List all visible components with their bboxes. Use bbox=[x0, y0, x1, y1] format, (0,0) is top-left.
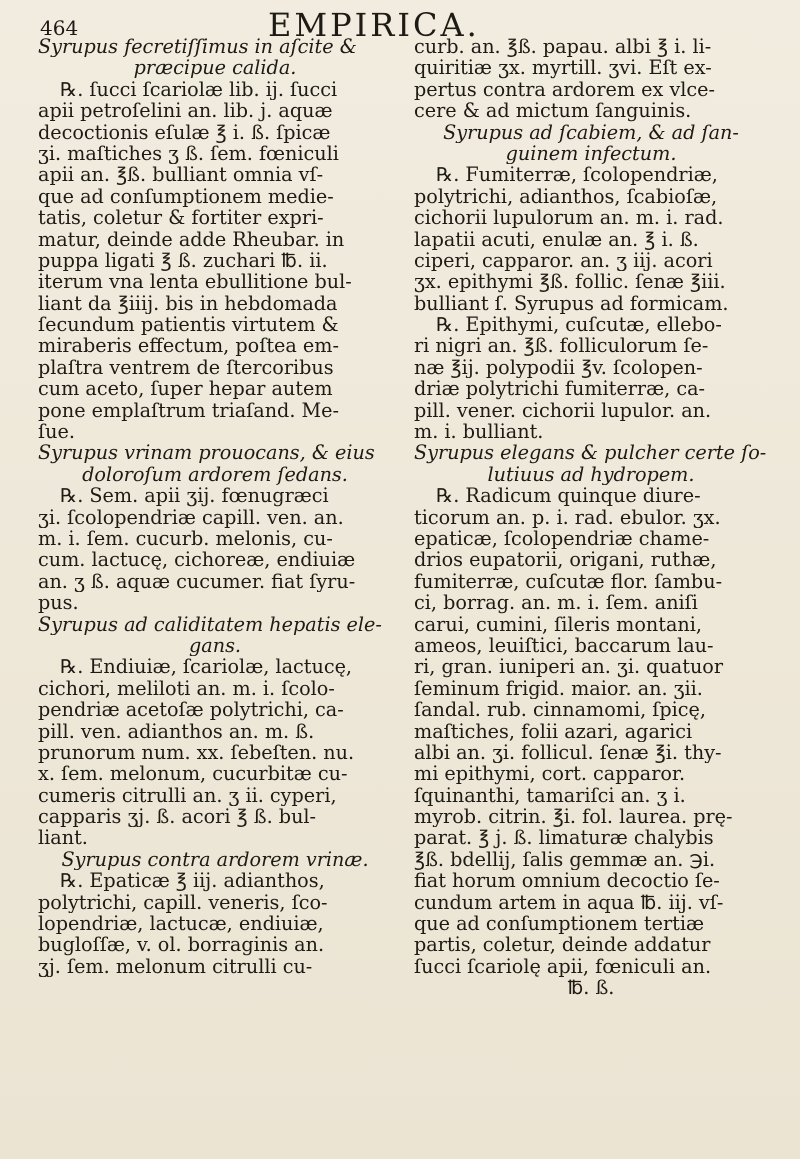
text-line: partis, coletur, deinde addatur bbox=[414, 934, 711, 956]
text-line: albi an. ʒi. follicul. ſenæ ℥i. thy- bbox=[414, 741, 722, 764]
text-line: cum aceto, ſuper hepar autem bbox=[38, 378, 333, 400]
text-line: ʒj. ſem. melonum citrulli cu- bbox=[38, 955, 313, 978]
text-line: ʒi. ſcolopendriæ capill. ven. an. bbox=[38, 506, 344, 528]
text-line: tatis, coletur & fortiter expri- bbox=[38, 207, 324, 229]
text-line: m. i. ſem. cucurb. melonis, cu- bbox=[38, 527, 333, 550]
text-line: pill. ven. adianthos an. m. ß. bbox=[38, 720, 315, 742]
text-line: cumeris citrulli an. ʒ ii. cyperi, bbox=[38, 784, 337, 807]
text-line: miraberis effectum, poſtea em- bbox=[38, 335, 339, 357]
text-line: prunorum num. xx. ſebeſten. nu. bbox=[38, 741, 355, 764]
text-line: matur, deinde adde Rheubar. in bbox=[38, 228, 345, 250]
text-line: pill. vener. cichorii lupulor. an. bbox=[414, 399, 712, 422]
text-line: curb. an. ℥ß. papau. albi ℥ i. li- bbox=[414, 36, 712, 58]
text-line: carui, cumini, ſileris montani, bbox=[414, 613, 703, 635]
text-line: lapatii acuti, enulæ an. ℥ i. ß. bbox=[414, 228, 699, 250]
right-text-column bbox=[414, 36, 768, 1146]
text-line: doloroſum ardorem ſedans. bbox=[82, 463, 348, 486]
text-line: maſtiches, folii azari, agarici bbox=[414, 720, 693, 742]
text-line: pertus contra ardorem ex vlce- bbox=[414, 78, 716, 101]
text-line: driæ polytrichi fumiterræ, ca- bbox=[414, 378, 705, 400]
text-line: bugloſſæ, v. ol. borraginis an. bbox=[38, 934, 325, 956]
text-line: ʒx. epithymi ℥ß. follic. ſenæ ℥iii. bbox=[414, 271, 726, 293]
left-text-column bbox=[38, 36, 392, 1146]
text-line: Syrupus contra ardorem vrinæ. bbox=[61, 848, 369, 871]
text-line: guinem infectum. bbox=[505, 142, 677, 165]
page-number: 464 bbox=[40, 16, 79, 40]
text-line: ſandal. rub. cinnamomi, ſpicę, bbox=[414, 699, 707, 721]
text-line: polytrichi, capill. veneris, ſco- bbox=[38, 891, 328, 914]
text-line: epaticæ, ſcolopendriæ chame- bbox=[414, 527, 710, 550]
text-line: cum. lactucę, cichoreæ, endiuiæ bbox=[38, 549, 356, 571]
text-line: ℞. Epaticæ ℥ iij. adianthos, bbox=[60, 870, 325, 892]
text-line: plaſtra ventrem de ſtercoribus bbox=[38, 356, 334, 379]
text-line: Syrupus fecretiſſimus in aſcite & bbox=[38, 36, 357, 58]
text-line: gans. bbox=[188, 634, 242, 657]
text-line: ℞. Endiuiæ, ſcariolæ, lactucę, bbox=[60, 656, 353, 678]
text-line: cundum artem in aqua ℔. iij. vſ- bbox=[414, 891, 724, 914]
text-line: næ ℥ij. polypodii ℥v. ſcolopen- bbox=[414, 356, 703, 379]
text-line: myrob. citrin. ℥i. fol. laurea. prę- bbox=[414, 806, 733, 828]
text-line: præcipue calida. bbox=[133, 57, 297, 79]
text-line: fiat horum omnium decoctio ſe- bbox=[414, 870, 720, 892]
text-line: quiritiæ ʒx. myrtill. ʒvi. Eſt ex- bbox=[414, 57, 712, 79]
text-line: ci, borrag. an. m. i. ſem. aniſi bbox=[414, 592, 698, 614]
running-head: EMPIRICA. bbox=[268, 6, 480, 44]
text-line: ſquinanthi, tamariſci an. ʒ i. bbox=[414, 784, 686, 807]
text-line: ſucci ſcariolę apii, fœniculi an. bbox=[414, 955, 712, 978]
text-line: apii petroſelini an. lib. j. aquæ bbox=[38, 100, 333, 122]
text-line: ſecundum patientis virtutem & bbox=[38, 314, 339, 336]
text-line: fumiterræ, cuſcutæ flor. ſambu- bbox=[414, 570, 723, 593]
text-line: cichori, meliloti an. m. i. ſcolo- bbox=[38, 677, 335, 700]
text-line: ℞. ſucci ſcariolæ lib. ij. ſucci bbox=[60, 78, 338, 101]
text-line: que ad conſumptionem tertiæ bbox=[414, 913, 705, 935]
text-line: lutiuus ad hydropem. bbox=[487, 463, 695, 486]
text-line: ℔. ß. bbox=[567, 977, 615, 999]
text-line: Syrupus ad caliditatem hepatis ele- bbox=[38, 613, 382, 635]
text-line: ticorum an. p. i. rad. ebulor. ʒx. bbox=[414, 506, 721, 528]
text-line: drios eupatorii, origani, ruthæ, bbox=[414, 549, 717, 571]
text-line: polytrichi, adianthos, ſcabioſæ, bbox=[414, 185, 718, 208]
text-line: ſue. bbox=[38, 421, 75, 443]
text-line: decoctionis eſulæ ℥ i. ß. ſpicæ bbox=[38, 121, 331, 143]
text-line: parat. ℥ j. ß. limaturæ chalybis bbox=[414, 827, 714, 849]
text-line: ℞. Epithymi, cuſcutæ, ellebo- bbox=[436, 314, 722, 336]
text-line: cere & ad mictum ſanguinis. bbox=[414, 100, 692, 122]
text-line: mi epithymi, cort. capparor. bbox=[414, 763, 686, 785]
text-line: Syrupus ad ſcabiem, & ad ſan- bbox=[443, 121, 739, 143]
text-line: pendriæ acetoſæ polytrichi, ca- bbox=[38, 699, 344, 721]
text-line: x. ſem. melonum, cucurbitæ cu- bbox=[38, 763, 348, 785]
text-line: ℞. Sem. apii ʒij. fœnugræci bbox=[60, 485, 329, 507]
text-line: que ad conſumptionem medie- bbox=[38, 185, 334, 208]
text-line: liant da ℥iiij. bis in hebdomada bbox=[38, 292, 338, 315]
text-line: pone emplaſtrum triaſand. Me- bbox=[38, 399, 340, 422]
text-line: puppa ligati ℥ ß. zuchari ℔. ii. bbox=[38, 249, 328, 272]
text-line: ri, gran. iuniperi an. ʒi. quatuor bbox=[414, 656, 724, 678]
text-line: pus. bbox=[38, 592, 79, 614]
text-line: capparis ʒj. ß. acori ℥ ß. bul- bbox=[38, 806, 317, 828]
text-line: ℞. Radicum quinque diure- bbox=[436, 485, 701, 507]
text-line: Syrupus elegans & pulcher certe ſo- bbox=[414, 442, 767, 464]
text-line: ameos, leuiſtici, baccarum lau- bbox=[414, 634, 714, 657]
text-line: apii an. ℥ß. bulliant omnia vſ- bbox=[38, 164, 324, 186]
text-line: ciperi, capparor. an. ʒ iij. acori bbox=[414, 249, 713, 272]
text-line: ℥ß. bdellij, ſalis gemmæ an. ℈i. bbox=[414, 848, 716, 871]
text-line: ſeminum frigid. maior. an. ʒii. bbox=[414, 677, 703, 700]
text-line: cichorii lupulorum an. m. i. rad. bbox=[414, 207, 724, 229]
text-line: iterum vna lenta ebullitione bul- bbox=[38, 271, 352, 293]
text-line: ℞. Fumiterræ, ſcolopendriæ, bbox=[436, 164, 718, 186]
text-line: liant. bbox=[38, 827, 88, 849]
text-line: ʒi. maſtiches ʒ ß. ſem. fœniculi bbox=[38, 142, 339, 165]
text-line: m. i. bulliant. bbox=[414, 421, 544, 443]
text-line: ri nigri an. ℥ß. folliculorum ſe- bbox=[414, 335, 709, 357]
text-line: an. ʒ ß. aquæ cucumer. fiat ſyru- bbox=[38, 570, 356, 593]
text-line: Syrupus vrinam prouocans, & eius bbox=[38, 442, 375, 464]
text-line: bulliant ſ. Syrupus ad formicam. bbox=[414, 292, 729, 315]
text-line: lopendriæ, lactucæ, endiuiæ, bbox=[38, 913, 324, 935]
